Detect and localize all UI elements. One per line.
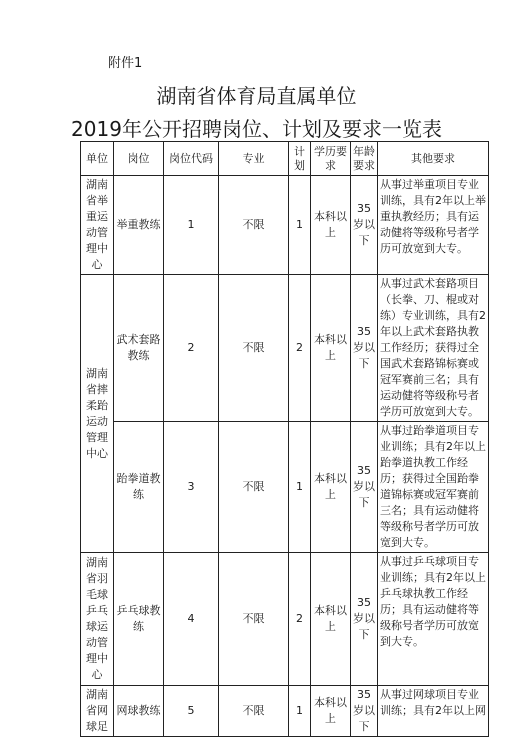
table-row <box>81 553 489 686</box>
header-age: 年龄要求 <box>351 142 378 176</box>
position-cell: 跆拳道教练 <box>114 422 164 553</box>
code-cell: 1 <box>164 176 219 275</box>
table-row <box>81 422 489 553</box>
education-cell: 本科以上 <box>311 275 351 422</box>
table-row <box>81 176 489 275</box>
plan-cell: 1 <box>289 176 311 275</box>
table-header-row <box>81 142 489 176</box>
age-cell: 35岁以下 <box>351 176 378 275</box>
attachment-label: 附件1 <box>108 56 143 71</box>
header-position: 岗位 <box>114 142 164 176</box>
plan-cell: 1 <box>289 422 311 553</box>
unit-cell: 湖南省举重运动管理中心 <box>81 176 114 275</box>
unit-cell: 湖南省网球足 <box>81 686 114 737</box>
education-cell: 本科以上 <box>311 686 351 737</box>
age-cell: 35岁以下 <box>351 275 378 422</box>
position-cell: 乒乓球教练 <box>114 553 164 686</box>
requirements-cell: 从事过举重项目专业训练，具有2年以上举重执教经历；具有运动健将等级称号者学历可放宽到大专。 <box>378 176 489 275</box>
code-cell: 3 <box>164 422 219 553</box>
unit-cell: 湖南省摔柔跆运动管理中心 <box>81 275 114 553</box>
requirements-cell: 从事过跆拳道项目专业训练；具有2年以上跆拳道执教工作经历；获得过全国跆拳道锦标赛或冠军赛前三名；具有运动健将等级称号者学历可放宽到大专。 <box>378 422 489 553</box>
table-row <box>81 686 489 737</box>
document-subtitle: 2019年公开招聘岗位、计划及要求一览表 <box>71 117 442 141</box>
code-cell: 2 <box>164 275 219 422</box>
position-cell: 举重教练 <box>114 176 164 275</box>
unit-cell: 湖南省羽毛球乒乓球运动管理中心 <box>81 553 114 686</box>
code-cell: 5 <box>164 686 219 737</box>
major-cell: 不限 <box>219 275 289 422</box>
age-cell: 35岁以下 <box>351 422 378 553</box>
education-cell: 本科以上 <box>311 553 351 686</box>
education-cell: 本科以上 <box>311 176 351 275</box>
recruitment-table <box>80 141 489 737</box>
requirements-cell: 从事过网球项目专业训练；具有2年以上网 <box>378 686 489 737</box>
header-position-code: 岗位代码 <box>164 142 219 176</box>
major-cell: 不限 <box>219 176 289 275</box>
plan-cell: 2 <box>289 275 311 422</box>
header-major: 专业 <box>219 142 289 176</box>
code-cell: 4 <box>164 553 219 686</box>
requirements-cell: 从事过乒乓球项目专业训练；具有2年以上乒乓球执教工作经历；具有运动健将等级称号者学历可放宽到大专。 <box>378 553 489 686</box>
plan-cell: 1 <box>289 686 311 737</box>
position-cell: 武术套路教练 <box>114 275 164 422</box>
age-cell: 35岁以下 <box>351 553 378 686</box>
requirements-cell: 从事过武术套路项目（长拳、刀、棍或对练）专业训练，具有2年以上武术套路执教工作经历；获得过全国武术套路锦标赛或冠军赛前三名；具有运动健将等级称号者学历可放宽到大专。 <box>378 275 489 422</box>
plan-cell: 2 <box>289 553 311 686</box>
age-cell: 35岁以下 <box>351 686 378 737</box>
header-education: 学历要求 <box>311 142 351 176</box>
position-cell: 网球教练 <box>114 686 164 737</box>
header-other: 其他要求 <box>378 142 489 176</box>
major-cell: 不限 <box>219 553 289 686</box>
major-cell: 不限 <box>219 422 289 553</box>
document-title: 湖南省体育局直属单位 <box>156 84 357 108</box>
education-cell: 本科以上 <box>311 422 351 553</box>
header-unit: 单位 <box>81 142 114 176</box>
major-cell: 不限 <box>219 686 289 737</box>
header-plan: 计划 <box>289 142 311 176</box>
table-row <box>81 275 489 422</box>
